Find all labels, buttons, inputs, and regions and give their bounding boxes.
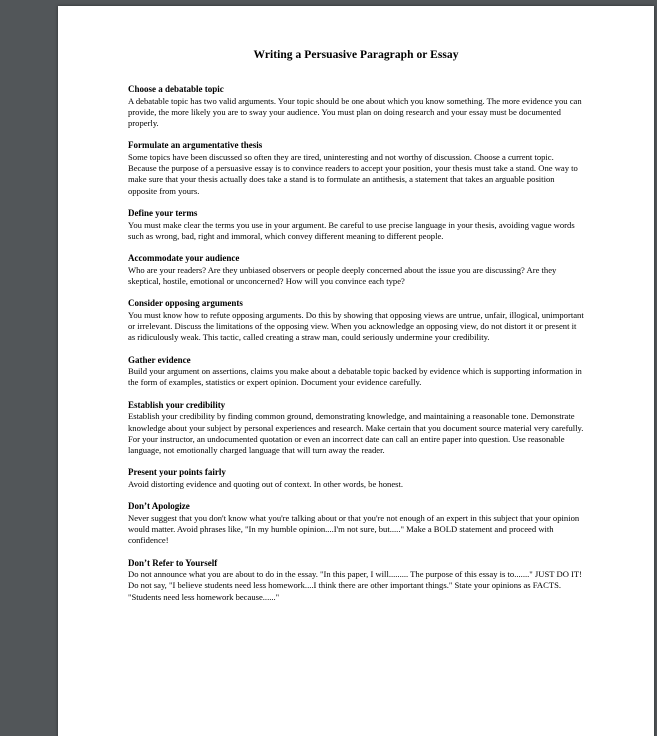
section-body: Do not announce what you are about to do in the essay. "In this paper, I will......... The purpose of this essay is to......." JUST DO IT! Do not say, "I believe students need less homework....I think there are other important things." State your opinions as FACTS. "Students need less homework because......" <box>128 569 583 602</box>
section-body: Avoid distorting evidence and quoting out of context. In other words, be honest. <box>128 478 404 489</box>
section-heading: Accommodate your audience <box>128 253 240 264</box>
section-heading: Choose a debatable topic <box>128 84 224 94</box>
section-heading: Establish your credibility <box>128 399 226 410</box>
section-gather-evidence <box>128 355 584 389</box>
section-body: You must know how to refute opposing arguments. Do this by showing that opposing views are untrue, unfair, illogical, unimportant or irrelevant. Discuss the limitations of the opposing view. When you acknowledge an opposing view, do not distort it or present it as ridiculously weak. This tactic, called creating a straw man, could seriously undermine your credibility. <box>128 309 584 343</box>
section-heading: Define your terms <box>128 208 198 219</box>
section-body: Who are your readers? Are they unbiased observers or people deeply concerned about the issue you are discussing? Are they skeptical, hostile, emotional or unconcerned? How will you convince each type? <box>128 264 557 286</box>
section-body: Build your argument on assertions, claims you make about a debatable topic backed by evidence which is supporting information in the form of examples, statistics or expert opinion. Document your evidence carefully. <box>128 366 582 388</box>
section-establish-credibility <box>128 400 584 457</box>
section-body: Never suggest that you don't know what you're talking about or that you're not enough of an expert in this subject that your opinion would matter. Avoid phrases like, "In my humble opinion....I'm not sure, but....." Make a BOLD statement and proceed with confidence! <box>128 512 580 546</box>
section-formulate-thesis <box>128 140 584 197</box>
section-heading: Don’t Apologize <box>128 501 190 512</box>
section-opposing-arguments <box>128 298 584 343</box>
section-body: You must make clear the terms you use in your argument. Be careful to use precise language in your thesis, avoiding vague words such as wrong, bad, right and immoral, which convey different meaning to different people. <box>128 219 575 241</box>
document-page <box>58 6 654 736</box>
section-dont-apologize <box>128 501 584 546</box>
section-heading: Consider opposing arguments <box>128 298 243 309</box>
section-heading: Don’t Refer to Yourself <box>128 557 218 568</box>
section-choose-topic <box>128 84 584 129</box>
section-heading: Present your points fairly <box>128 467 226 478</box>
section-body: A debatable topic has two valid arguments. Your topic should be one about which you know something. The more evidence you can provide, the more likely you are to sway your audience. You must plan on doing research and your essay must be documented properly. <box>128 95 582 129</box>
section-heading: Formulate an argumentative thesis <box>128 140 263 151</box>
section-heading: Gather evidence <box>128 354 191 365</box>
document-title: Writing a Persuasive Paragraph or Essay <box>253 49 459 61</box>
section-body: Establish your credibility by finding common ground, demonstrating knowledge, and maintaining a reasonable tone. Demonstrate knowledge about your subject by personal experiences and research. Make certain that you document source material very carefully. For your instructor, an undocumented quotation or even an incorrect date can call an entire paper into question. Use reasonable language, not emotionally charged language that will turn away the reader. <box>128 411 584 456</box>
section-define-terms <box>128 208 584 242</box>
section-present-points <box>128 467 584 490</box>
section-accommodate-audience <box>128 253 584 287</box>
section-body: Some topics have been discussed so often they are tired, uninteresting and not worthy of discussion. Choose a current topic. Because the purpose of a persuasive essay is to convince readers to accept your position, your thesis must take a stand. One way to make sure that your thesis actually does take a stand is to formulate an antithesis, a statement that takes an arguable position opposite from yours. <box>128 151 578 196</box>
section-dont-refer-yourself <box>128 558 584 603</box>
